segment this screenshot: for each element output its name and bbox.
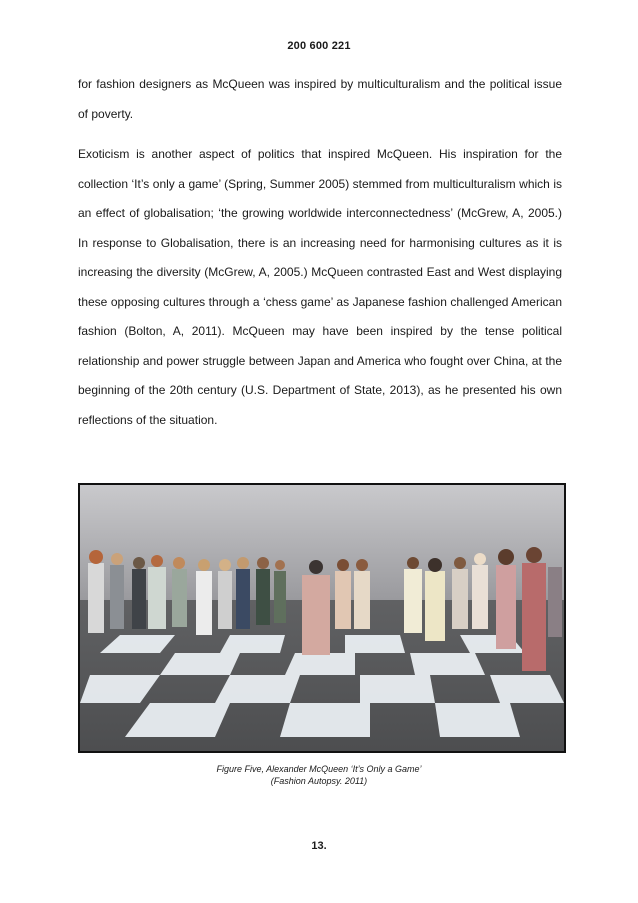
paragraph-1-text: for fashion designers as McQueen was inspired by multiculturalism and the political issue of poverty. [78, 77, 562, 121]
figure-photo [78, 483, 566, 753]
figure-caption [0, 763, 638, 787]
page-header-student-id: 200 600 221 [287, 40, 351, 52]
runway-photo-illustration [80, 485, 564, 751]
page-number: 13. [311, 840, 327, 852]
paragraph-1 [78, 70, 562, 129]
paragraph-2 [78, 140, 562, 435]
figure-caption-line-1: Figure Five, Alexander McQueen ‘It’s Only a Game’ [216, 764, 422, 774]
figure-caption-line-2: (Fashion Autopsy. 2011) [270, 776, 368, 786]
paragraph-2-text: Exoticism is another aspect of politics that inspired McQueen. His inspiration for the collection ‘It’s only a game’ (Spring, Summer 2005) stemmed from multiculturalism which is an effect of globalisation; ‘the growing worldwide interconnectedness’ (McGrew, A, 2005.) In response to Globalisation, there is an increasing need for harmonising cultures as it is increasing the diversity (McGrew, A, 2005.) McQueen contrasted East and West displaying these opposing cultures through a ‘chess game’ as Japanese fashion challenged American fashion (Bolton, A, 2011). McQueen may have been inspired by the tense political relationship and power struggle between Japan and America who fought over China, at the beginning of the 20th century (U.S. Department of State, 2013), as he presented his own reflections of the situation. [78, 147, 562, 427]
